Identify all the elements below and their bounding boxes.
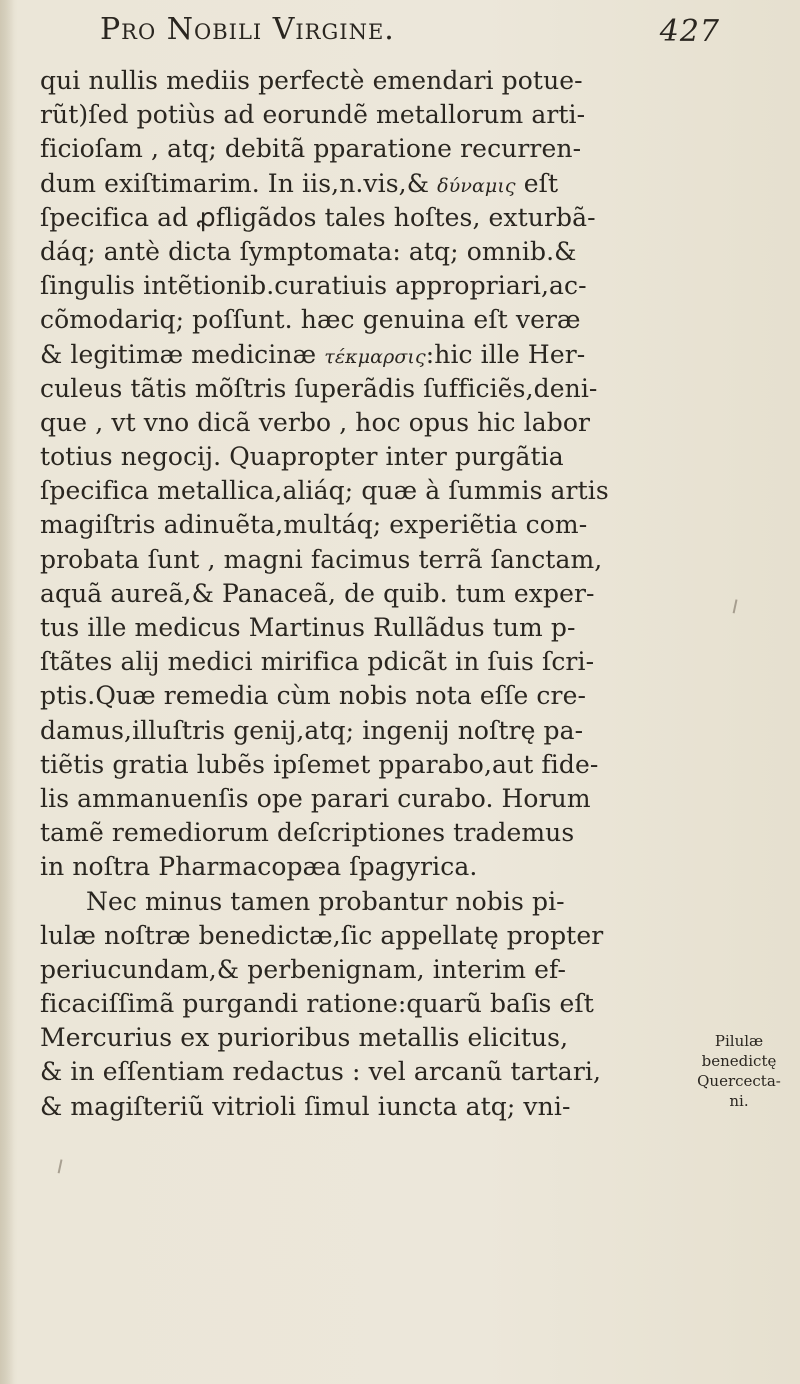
text-line	[40, 167, 640, 201]
text-line: ptis.Quæ remedia cùm nobis nota eſſe cre-	[40, 681, 587, 711]
text-line: que , vt vno dicã verbo , hoc opus hic labor	[40, 407, 591, 437]
text-line: lulæ noſtræ benedictæ,ſic appellatę propter	[40, 920, 604, 950]
ink-speck	[733, 599, 744, 614]
body-text	[40, 64, 640, 1124]
ink-speck	[58, 1159, 69, 1174]
margin-note-line: Pilulæ	[714, 1032, 764, 1050]
text-line: & in eſſentiam redactus : vel arcanũ tartari,	[40, 1057, 602, 1087]
text-fragment: & legitimæ medicinæ	[40, 339, 325, 369]
margin-note-line: Quercecta-	[697, 1072, 781, 1090]
page-number: 427	[659, 14, 720, 49]
text-fragment: dum exiſtimarim. In iis,n.vis,&	[40, 168, 438, 198]
text-line: lis ammanuenſis ope parari curabo. Horum	[40, 783, 591, 813]
text-line: cõmodariq; poſſunt. hæc genuina eſt veræ	[40, 305, 581, 335]
text-line: ſpecifica ad ꝓfligãdos tales hoſtes, exturbã-	[40, 202, 596, 232]
page-header	[100, 12, 720, 62]
text-line: magiſtris adinuẽta,multáq; experiẽtia com-	[40, 510, 588, 540]
text-line: ſingulis intẽtionib.curatiuis appropriari,ac-	[40, 271, 587, 301]
text-line: dáq; antè dicta ſymptomata: atq; omnib.&	[40, 236, 577, 266]
text-line: tiẽtis gratia lubẽs ipſemet pparabo,aut fide-	[40, 749, 599, 779]
greek-word: δύναμις	[437, 174, 516, 197]
text-line: in noſtra Pharmacopæa ſpagyrica.	[40, 852, 478, 882]
margin-note	[678, 1031, 800, 1111]
paragraph-start-line: Nec minus tamen probantur nobis pi-	[86, 886, 565, 916]
text-line: qui nullis mediis perfectè emendari potue-	[40, 66, 583, 95]
greek-word: τέκμαρσις	[324, 345, 426, 368]
text-line: ficioſam , atq; debitã pparatione recurren-	[40, 134, 582, 164]
page-gutter-shadow	[0, 0, 14, 1384]
text-line: ſtãtes alij medici mirifica pdicãt in ſuis ſcri-	[40, 647, 595, 677]
text-line: culeus tãtis mõſtris ſuperãdis ſufficiẽs,deni-	[40, 373, 598, 403]
margin-note-line: benedictę	[701, 1052, 777, 1070]
text-line: totius negocij. Quapropter inter purgãtia	[40, 442, 564, 472]
text-line: Mercurius ex purioribus metallis elicitus,	[40, 1023, 569, 1053]
margin-note-line: ni.	[729, 1092, 749, 1110]
text-line: aquã aureã,& Panaceã, de quib. tum exper-	[40, 578, 595, 608]
text-line: tus ille medicus Martinus Rullãdus tum p-	[40, 613, 576, 642]
text-line	[40, 338, 640, 372]
text-line: & magiſteriũ vitrioli ſimul iuncta atq; vni-	[40, 1091, 571, 1121]
running-title: Pro Nobili Virgine.	[100, 12, 395, 47]
text-line: ficaciſſimã purgandi ratione:quarũ baſis eſt	[40, 989, 594, 1019]
text-line: rũt)ſed potiùs ad eorundẽ metallorum arti-	[40, 100, 586, 130]
text-fragment: :hic ille Her-	[425, 339, 586, 369]
text-line: tamẽ remediorum deſcriptiones trademus	[40, 818, 575, 848]
text-line: damus,illuſtris genij,atq; ingenij noſtrę pa-	[40, 715, 584, 745]
text-line: ſpecifica metallica,aliáq; quæ à ſummis artis	[40, 476, 609, 506]
text-line: periucundam,& perbenignam, interim ef-	[40, 954, 567, 984]
text-line: probata ſunt , magni facimus terrã ſanctam,	[40, 544, 603, 574]
text-fragment: eſt	[515, 168, 559, 198]
